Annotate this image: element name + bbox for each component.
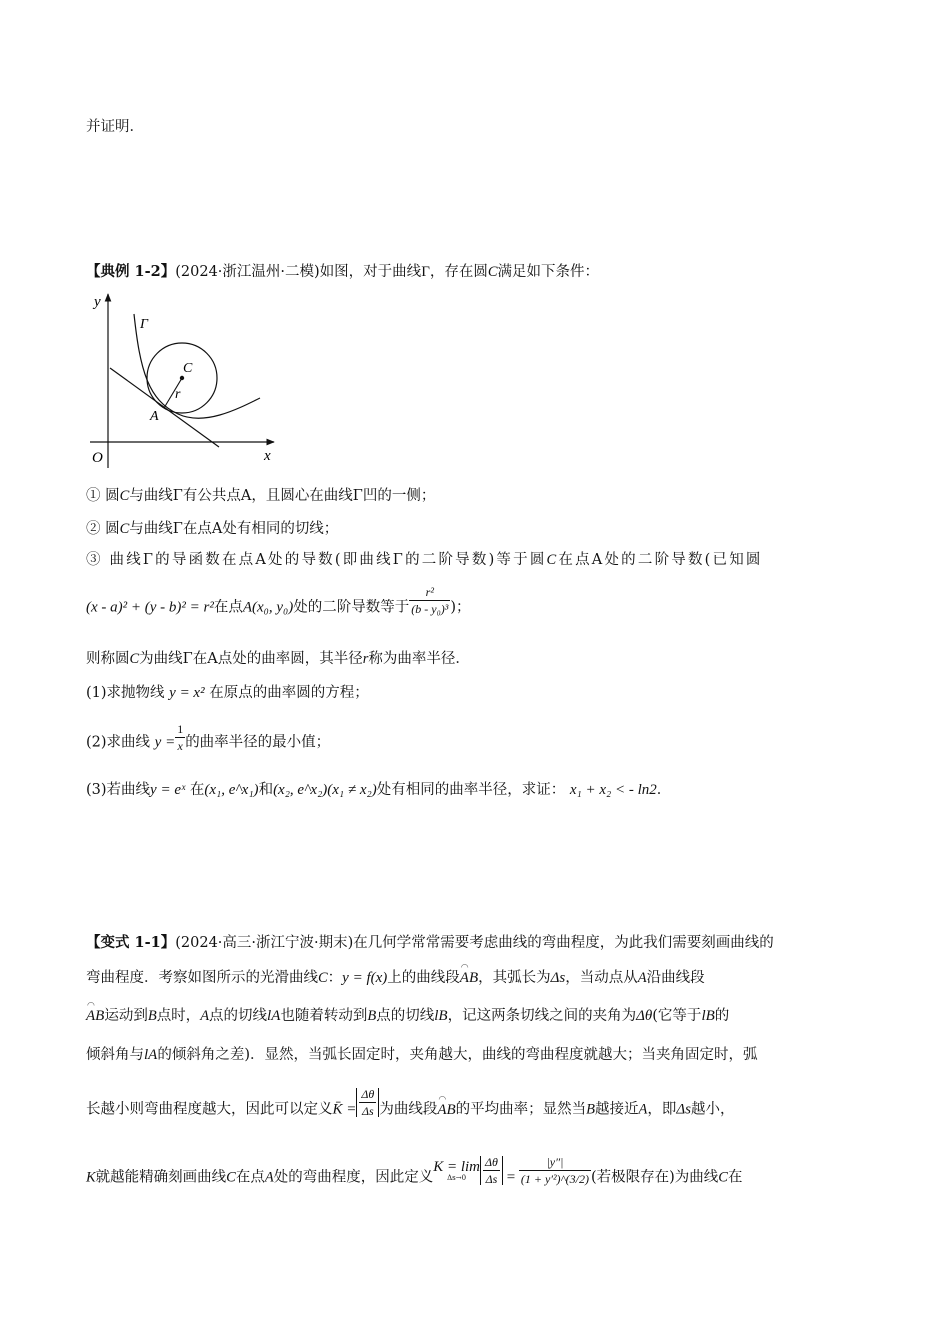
top-text: 并证明．: [86, 119, 144, 135]
arc-AB-2: ◠ AB: [86, 1009, 104, 1024]
cond1-a: 圆: [105, 488, 120, 504]
q3-formula: y = eˣ: [150, 782, 186, 798]
formula-end: )；: [450, 599, 471, 616]
variant-C-2: C: [226, 1169, 236, 1186]
example-tag: 【典例 1-2】: [86, 263, 176, 280]
define-circle: C: [129, 651, 140, 667]
kdef-fraction: [483, 1156, 500, 1185]
curvature-numerator: |y″|: [519, 1156, 591, 1171]
variant-colon: ：: [327, 970, 343, 986]
cond2-circle: C: [119, 521, 130, 537]
example-intro-b: ，存在圆: [429, 264, 488, 280]
variant-K: K: [86, 1169, 96, 1186]
kbar-label: K̄ =: [332, 1101, 357, 1118]
tangent-lB: lB: [434, 1008, 448, 1024]
variant-line-6: K就越能精确刻画曲线C在点A处的弯曲程度，因此定义K = lim Δs→0 $\frac{\Delta\theta}{\Delta s}$ = $\frac{|y''|}{\text{(1 + y′²)\textasciicircum{}(3/2)}}$ (若极限存在)为曲线C在: [86, 1155, 743, 1186]
variant-l3e: 点的切线: [376, 1008, 435, 1024]
formula-mid: 在点: [213, 599, 243, 616]
kdef-denominator: Δs: [485, 1172, 498, 1186]
q2-a: (2)求曲线: [86, 734, 151, 751]
q2-denominator: x: [177, 739, 183, 753]
tangent-lA-2: lA: [144, 1047, 158, 1063]
variant-l3f: ，记这两条切线之间的夹角为: [447, 1008, 637, 1024]
cond1-mark: ①: [86, 488, 101, 504]
variant-l3d: 也随着转动到: [280, 1008, 368, 1024]
variant-l3a: 运动到: [104, 1008, 148, 1024]
variant-dtheta: Δθ: [636, 1008, 653, 1024]
define-c: 称为曲率半径．: [368, 651, 470, 667]
variant-l6e: 在: [727, 1169, 743, 1186]
curve-gamma: [134, 314, 260, 418]
variant-line-4: [86, 1048, 758, 1063]
arc-AB: ◠ AB: [460, 971, 478, 986]
variant-l3h: 的: [714, 1008, 730, 1024]
example-intro-c: 满足如下条件：: [497, 264, 600, 280]
fraction-numerator: r²: [409, 586, 450, 601]
variant-l5b: 为曲线段: [379, 1101, 438, 1118]
variant-l6d: (若极限存在)为曲线: [590, 1169, 719, 1186]
gamma-label: Γ: [140, 317, 148, 332]
variant-l2a: 弯曲程度．考察如图所示的光滑曲线: [86, 970, 318, 986]
condition-1: [86, 489, 435, 504]
radius-label: r: [175, 387, 181, 402]
q2-fraction: [175, 723, 185, 752]
kdef-abs: [480, 1156, 503, 1185]
variant-C-3: C: [718, 1169, 728, 1186]
cond1-circle: C: [119, 488, 130, 504]
variant-l2b: 上的曲线段: [387, 970, 460, 986]
formula-tail: 处的二阶导数等于: [293, 599, 410, 616]
cond2-b: 与曲线Γ在点A处有相同的切线；: [129, 521, 339, 537]
variant-line-2: [86, 971, 705, 986]
variant-B-3: B: [586, 1101, 596, 1118]
x-axis-label: x: [264, 448, 271, 464]
variant-A-4: A: [264, 1169, 274, 1186]
q2-b: 的曲率半径的最小值；: [185, 734, 331, 751]
q3-e: ．: [656, 782, 672, 798]
variant-l6c: 处的弯曲程度，因此定义: [273, 1169, 434, 1186]
variant-tag: 【变式 1-1】: [86, 934, 176, 951]
q1-b: 在原点的曲率圆的方程；: [209, 685, 369, 701]
center-label: C: [183, 361, 193, 376]
example-intro-a: 如图，对于曲线: [319, 264, 422, 280]
question-3: [86, 783, 671, 798]
variant-line-3: [86, 1009, 729, 1024]
variant-l3b: 点时，: [156, 1008, 201, 1024]
variant-l6b: 在点: [235, 1169, 265, 1186]
variant-l5f: 越小，: [691, 1101, 735, 1118]
q2-numerator: 1: [177, 722, 184, 736]
variant-l4b: 的倾斜角之差)．显然，当弧长固定时，夹角越大，曲线的弯曲程度就越大；当夹角固定时，弧: [157, 1047, 758, 1063]
variant-l2e: 沿曲线段: [646, 970, 705, 986]
q1-formula: y = x²: [169, 685, 205, 701]
q2-formula: y =: [154, 734, 176, 751]
define-r: r: [362, 651, 369, 667]
tangent-lB-2: lB: [701, 1008, 715, 1024]
q1-a: (1)求抛物线: [86, 685, 165, 701]
q3-a: (3)若曲线: [86, 782, 151, 798]
condition-3: [86, 553, 763, 568]
curvature-denominator: (1 + y′²)^(3/2): [520, 1172, 589, 1186]
cond2-a: 圆: [105, 521, 120, 537]
kbar-denominator: Δs: [362, 1104, 374, 1118]
arc-AB-3: ◠ AB: [437, 1103, 455, 1118]
gamma-symbol: Γ: [421, 264, 430, 280]
variant-C: C: [318, 970, 328, 986]
kdef-numerator: Δθ: [485, 1155, 498, 1169]
circle-equation: (x - a)² + (y - b)² = r²: [86, 599, 214, 616]
variant-ds: Δs: [550, 970, 566, 986]
condition-2: [86, 522, 338, 537]
q3-c: 和: [258, 782, 274, 798]
cond3-a: 曲线Γ的导函数在点A处的导数(即曲线Γ的二阶导数)等于圆: [109, 552, 547, 568]
define-a: 则称圆: [86, 651, 130, 667]
example-source: (2024·浙江温州·二模): [175, 264, 320, 280]
question-1: [86, 686, 369, 701]
cond3-circle: C: [546, 552, 559, 568]
y-axis-label: y: [94, 294, 101, 310]
kbar-numerator: Δθ: [361, 1087, 375, 1101]
definition-line: [86, 652, 470, 667]
variant-A: A: [637, 970, 647, 986]
fraction-denominator: (b - y₀)³: [411, 602, 449, 616]
point-a-label: A: [150, 409, 159, 424]
curvature-figure: [86, 290, 286, 470]
variant-ds-2: Δs: [676, 1101, 692, 1118]
q3-point-2: (x₂, e^x₂)(x₁ ≠ x₂): [273, 782, 377, 798]
curvature-fraction: [519, 1156, 591, 1185]
variant-l2c: ，其弧长为: [478, 970, 551, 986]
variant-A-3: A: [638, 1101, 648, 1118]
example-heading: [86, 265, 599, 280]
cond2-mark: ②: [86, 521, 101, 537]
second-derivative-fraction: [409, 586, 450, 615]
variant-l5c: 的平均曲率；显然当: [455, 1101, 587, 1118]
kbar-abs: [356, 1088, 379, 1117]
variant-B-2: B: [367, 1008, 377, 1024]
cond3-mark: ③: [86, 552, 103, 568]
q3-inequality: x₁ + x₂ < - ln2: [569, 782, 657, 798]
variant-l5d: 越接近: [595, 1101, 639, 1118]
limit-operator: [433, 1160, 480, 1182]
variant-B: B: [147, 1008, 157, 1024]
variant-l1: 在几何学常常需要考虑曲线的弯曲程度，为此我们需要刻画曲线的: [353, 935, 774, 951]
variant-fx: y = f(x): [342, 970, 388, 986]
variant-l3g: (它等于: [652, 1008, 702, 1024]
variant-l3c: 点的切线: [209, 1008, 268, 1024]
variant-l4a: 倾斜角与: [86, 1047, 144, 1063]
cond3-b: 在点A处的二阶导数(已知圆: [558, 552, 763, 568]
kdef-label: K = lim: [433, 1158, 480, 1175]
point-a: A(x₀, y₀): [242, 599, 294, 616]
q3-d: 处有相同的曲率半径，求证：: [376, 782, 566, 798]
q3-b: 在: [189, 782, 205, 798]
cond1-b: 与曲线Γ有公共点A，且圆心在曲线Γ凹的一侧；: [129, 488, 436, 504]
circle-symbol: C: [487, 264, 498, 280]
variant-l5a: 长越小则弯曲程度越大，因此可以定义: [86, 1101, 333, 1118]
limit-subscript: Δs→0: [447, 1173, 467, 1182]
formula-line: [86, 585, 471, 616]
variant-A-2: A: [200, 1008, 210, 1024]
define-b: 为曲线Γ在A点处的曲率圆，其半径: [139, 651, 363, 667]
tangent-line: [110, 368, 219, 447]
variant-line-1: [86, 936, 774, 951]
question-2: [86, 722, 331, 753]
q3-point-1: (x₁, e^x₁): [204, 782, 259, 798]
variant-l6a: 就越能精确刻画曲线: [95, 1169, 227, 1186]
tangent-lA: lA: [267, 1008, 281, 1024]
variant-source: (2024·高三·浙江宁波·期末): [175, 935, 354, 951]
variant-l2d: ，当动点从: [565, 970, 638, 986]
kbar-fraction: [359, 1088, 376, 1117]
variant-l5e: ，即: [647, 1101, 677, 1118]
origin-label: O: [92, 450, 103, 466]
